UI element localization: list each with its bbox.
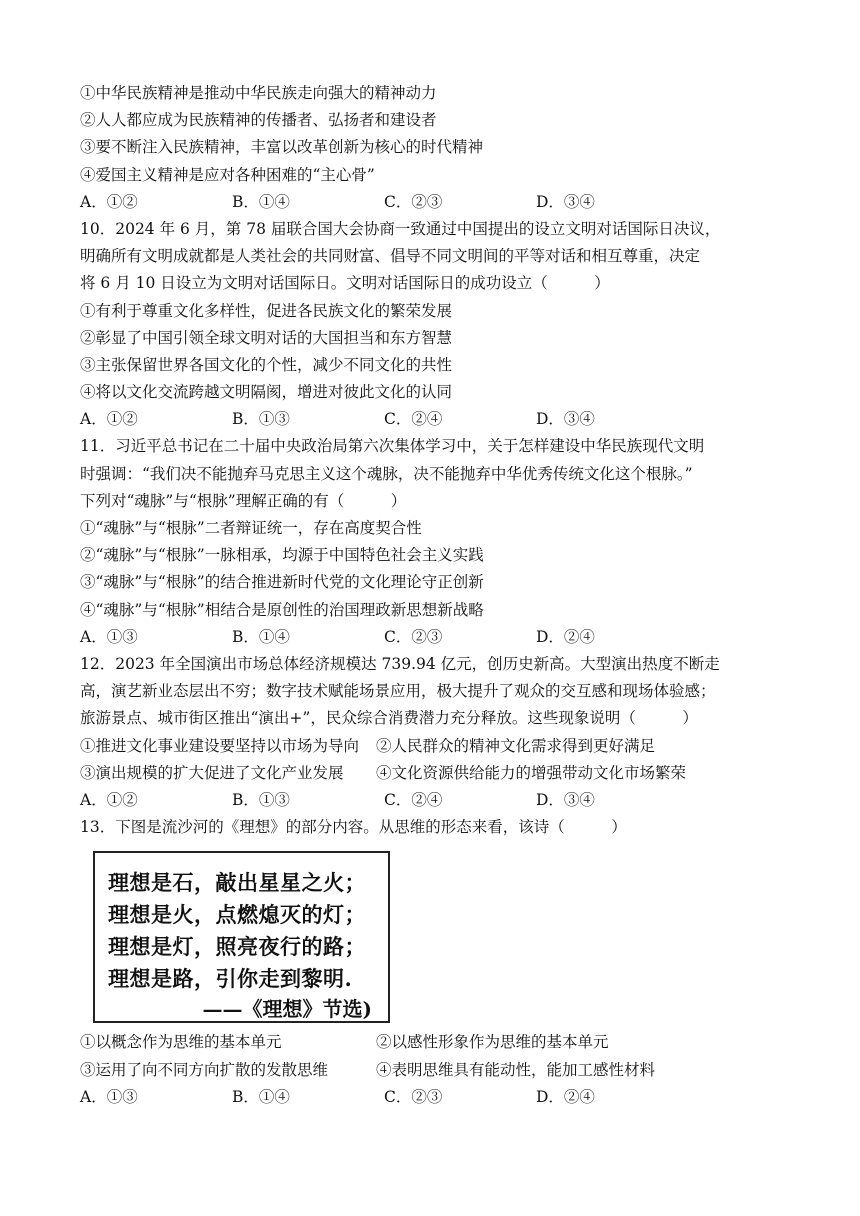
question-stem: 13．下图是流沙河的《理想》的部分内容。从思维的形态来看，该诗（ ） xyxy=(80,818,627,837)
option-b[interactable]: B．①③ xyxy=(232,410,290,429)
answer-options xyxy=(80,624,780,651)
statement: ④文化资源供给能力的增强带动文化市场繁荣 xyxy=(376,763,687,782)
question-stem: 11．习近平总书记在二十届中央政治局第六次集体学习中，关于怎样建设中华民族现代文明 xyxy=(80,437,705,456)
statement: ④“魂脉”与“根脉”相结合是原创性的治国理政新思想新战略 xyxy=(80,600,484,619)
option-c[interactable]: C．②④ xyxy=(384,410,443,429)
question-12-block xyxy=(80,651,780,814)
question-stem: 旅游景点、城市街区推出“演出+”，民众综合消费潜力充分释放。这些现象说明（ ） xyxy=(80,709,698,728)
option-a[interactable]: A．①③ xyxy=(80,1087,138,1106)
question-9-block xyxy=(80,80,780,216)
option-a[interactable]: A．①② xyxy=(80,790,138,809)
option-d[interactable]: D．③④ xyxy=(536,192,595,211)
statement-row xyxy=(80,733,780,760)
statement-row xyxy=(80,760,780,787)
statement: ②人民群众的精神文化需求得到更好满足 xyxy=(376,736,656,755)
statement: ①以概念作为思维的基本单元 xyxy=(80,1033,282,1052)
statement: ③主张保留世界各国文化的个性，减少不同文化的共性 xyxy=(80,355,453,374)
statement: ②以感性形象作为思维的基本单元 xyxy=(376,1033,609,1052)
poem-figure xyxy=(93,851,390,1023)
option-a[interactable]: A．①② xyxy=(80,410,138,429)
statement: ②人人都应成为民族精神的传播者、弘扬者和建设者 xyxy=(80,111,437,130)
poem-line: 理想是石，敲出星星之火； xyxy=(108,870,366,896)
poem-source: ——《理想》节选) xyxy=(202,997,372,1022)
statement-row xyxy=(80,1057,780,1084)
statement: ①中华民族精神是推动中华民族走向强大的精神动力 xyxy=(80,84,437,102)
statement-row xyxy=(80,1029,780,1056)
statement: ③“魂脉”与“根脉”的结合推进新时代党的文化理论守正创新 xyxy=(80,573,484,592)
statement: ②彰显了中国引领全球文明对话的大国担当和东方智慧 xyxy=(80,328,453,347)
option-d[interactable]: D．③④ xyxy=(536,790,595,809)
option-c[interactable]: C．②③ xyxy=(384,1087,443,1106)
poem-line: 理想是火，点燃熄灭的灯； xyxy=(108,902,366,928)
exam-page xyxy=(80,80,780,1111)
option-b[interactable]: B．①④ xyxy=(232,192,290,211)
option-b[interactable]: B．①③ xyxy=(232,790,290,809)
option-c[interactable]: C．②④ xyxy=(384,790,443,809)
option-d[interactable]: D．②④ xyxy=(536,1087,595,1106)
statement: ④爱国主义精神是应对各种困难的“主心骨” xyxy=(80,165,375,184)
question-11-block xyxy=(80,433,780,651)
option-b[interactable]: B．①④ xyxy=(232,1087,290,1106)
answer-options xyxy=(80,406,780,433)
statement: ③运用了向不同方向扩散的发散思维 xyxy=(80,1060,329,1079)
option-b[interactable]: B．①④ xyxy=(232,627,290,646)
statement: ②“魂脉”与“根脉”一脉相承，均源于中国特色社会主义实践 xyxy=(80,546,484,565)
question-stem: 明确所有文明成就都是人类社会的共同财富、倡导不同文明间的平等对话和相互尊重，决定 xyxy=(80,247,701,266)
question-stem: 时强调：“我们决不能抛弃马克思主义这个魂脉，决不能抛弃中华优秀传统文化这个根脉。” xyxy=(80,464,693,483)
answer-options xyxy=(80,787,780,814)
statement: ①“魂脉”与“根脉”二者辩证统一，存在高度契合性 xyxy=(80,519,422,538)
option-c[interactable]: C．②③ xyxy=(384,627,443,646)
statement: ③要不断注入民族精神，丰富以改革创新为核心的时代精神 xyxy=(80,138,484,157)
poem-line: 理想是灯，照亮夜行的路； xyxy=(108,934,366,960)
option-d[interactable]: D．②④ xyxy=(536,627,595,646)
question-stem: 下列对“魂脉”与“根脉”理解正确的有（ ） xyxy=(80,491,407,510)
option-a[interactable]: A．①③ xyxy=(80,627,138,646)
statement: ①推进文化事业建设要坚持以市场为导向 xyxy=(80,736,360,755)
question-stem: 10．2024 年 6 月，第 78 届联合国大会协商一致通过中国提出的设立文明对话国际日决议， xyxy=(80,219,721,238)
statement: ④将以文化交流跨越文明隔阂，增进对彼此文化的认同 xyxy=(80,383,453,402)
statement: ①有利于尊重文化多样性，促进各民族文化的繁荣发展 xyxy=(80,301,453,320)
question-10-block xyxy=(80,216,780,434)
statement: ④表明思维具有能动性，能加工感性材料 xyxy=(376,1060,656,1079)
option-c[interactable]: C．②③ xyxy=(384,192,443,211)
option-d[interactable]: D．③④ xyxy=(536,410,595,429)
answer-options xyxy=(80,1084,780,1111)
poem-line: 理想是路，引你走到黎明. xyxy=(108,966,353,992)
question-stem: 将 6 月 10 日设立为文明对话国际日。文明对话国际日的成功设立（ ） xyxy=(80,274,610,293)
question-stem: 12．2023 年全国演出市场总体经济规模达 739.94 亿元，创历史新高。大型演出热度不断走 xyxy=(80,654,720,673)
question-stem: 高，演艺新业态层出不穷；数字技术赋能场景应用，极大提升了观众的交互感和现场体验感； xyxy=(80,682,716,701)
statement: ③演出规模的扩大促进了文化产业发展 xyxy=(80,763,344,782)
answer-options xyxy=(80,189,780,216)
question-13-block xyxy=(80,814,780,1111)
option-a[interactable]: A．①② xyxy=(80,192,138,211)
